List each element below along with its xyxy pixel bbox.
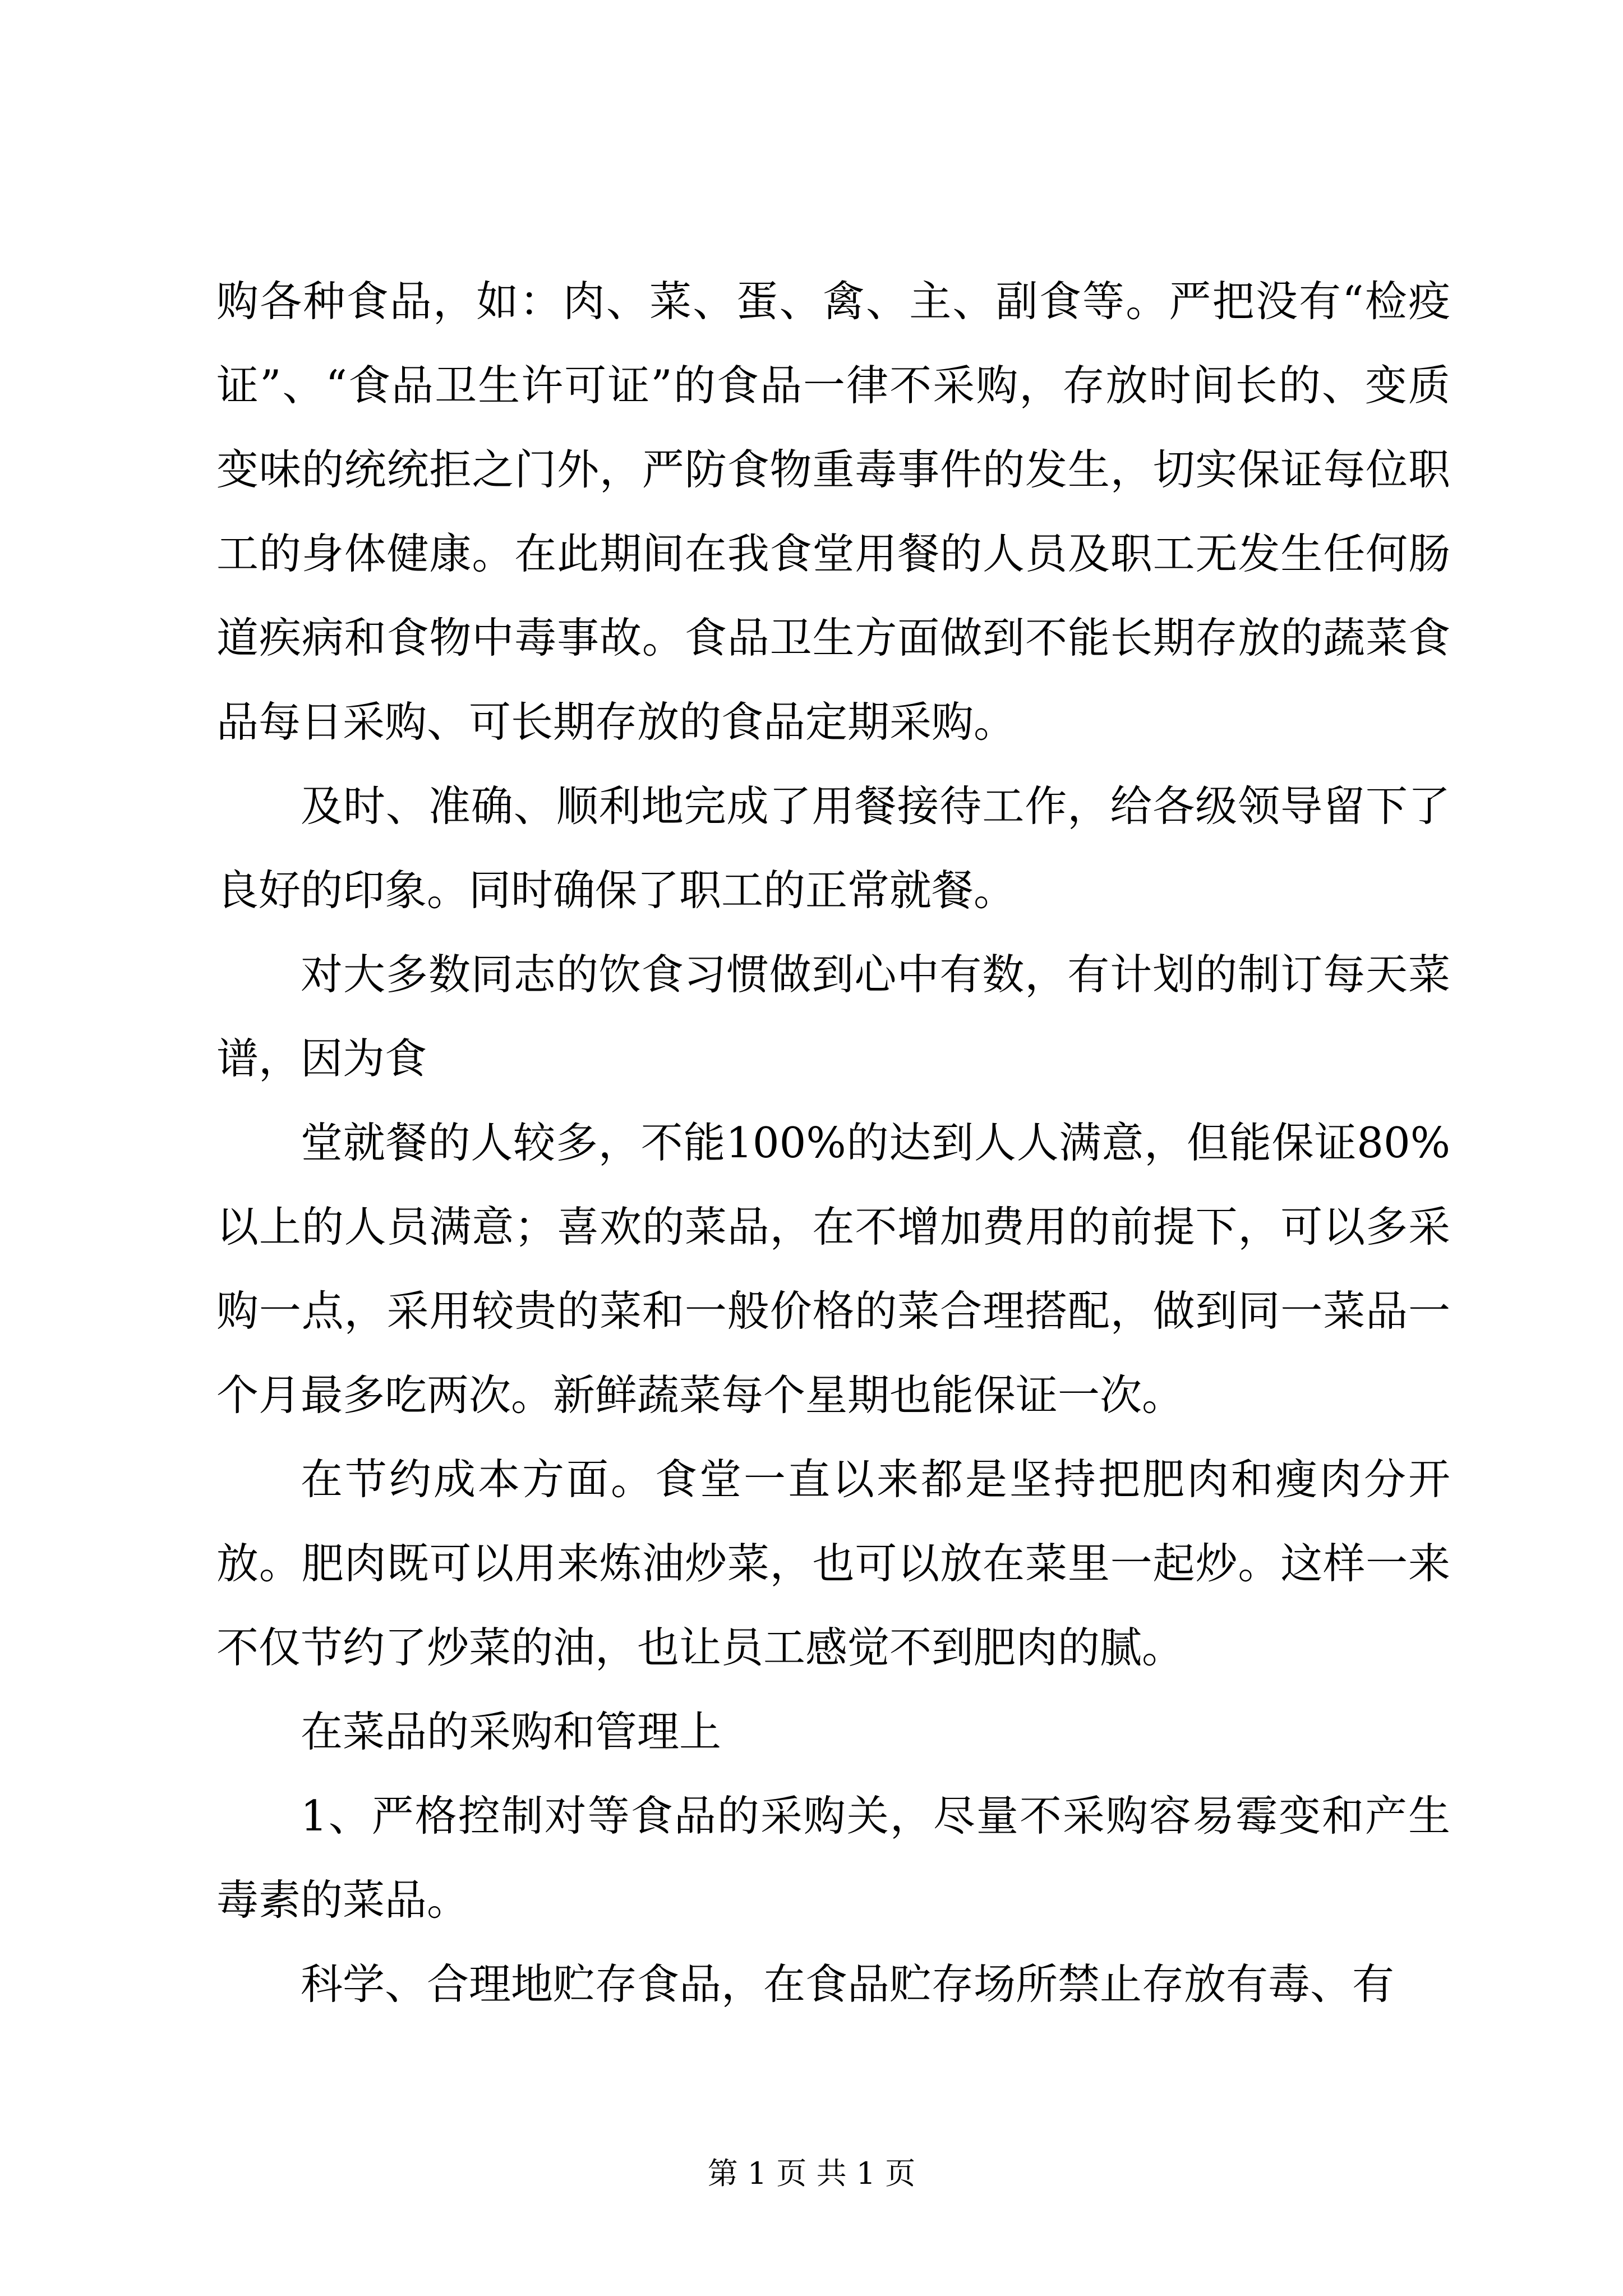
paragraph-2: 及时、准确、顺利地完成了用餐接待工作，给各级领导留下了良好的印象。同时确保了职工的正常就餐。 <box>216 781 1450 915</box>
paragraph-5: 在节约成本方面。食堂一直以来都是坚持把肥肉和瘦肉分开放。肥肉既可以用来炼油炒菜，也可以放在菜里一起炒。这样一来不仅节约了炒菜的油，也让员工感觉不到肥肉的腻。 <box>216 1455 1450 1672</box>
document-body <box>216 259 1450 2026</box>
page-footer: 第 1 页 共 1 页 <box>707 2156 916 2191</box>
paragraph-6: 在菜品的采购和管理上 <box>301 1707 722 1756</box>
paragraph-7: 1、严格控制对等食品的采购关，尽量不采购容易霉变和产生毒素的菜品。 <box>216 1791 1450 1925</box>
paragraph-3: 对大多数同志的饮食习惯做到心中有数，有计划的制订每天菜谱，因为食 <box>216 950 1450 1083</box>
paragraph-8: 科学、合理地贮存食品，在食品贮存场所禁止存放有毒、有 <box>301 1959 1395 2009</box>
paragraph-1: 购各种食品，如：肉、菜、蛋、禽、主、副食等。严把没有“检疫证”、“食品卫生许可证”的食品一律不采购，存放时间长的、变质变味的统统拒之门外，严防食物重毒事件的发生，切实保证每位职工的身体健康。在此期间在我食堂用餐的人员及职工无发生任何肠道疾病和食物中毒事故。食品卫生方面做到不能长期存放的蔬菜食品每日采购、可长期存放的食品定期采购。 <box>216 277 1450 747</box>
paragraph-4: 堂就餐的人较多，不能100%的达到人人满意，但能保证80%以上的人员满意；喜欢的菜品，在不增加费用的前提下，可以多采购一点，采用较贵的菜和一般价格的菜合理搭配，做到同一菜品一个月最多吃两次。新鲜蔬菜每个星期也能保证一次。 <box>216 1118 1450 1420</box>
